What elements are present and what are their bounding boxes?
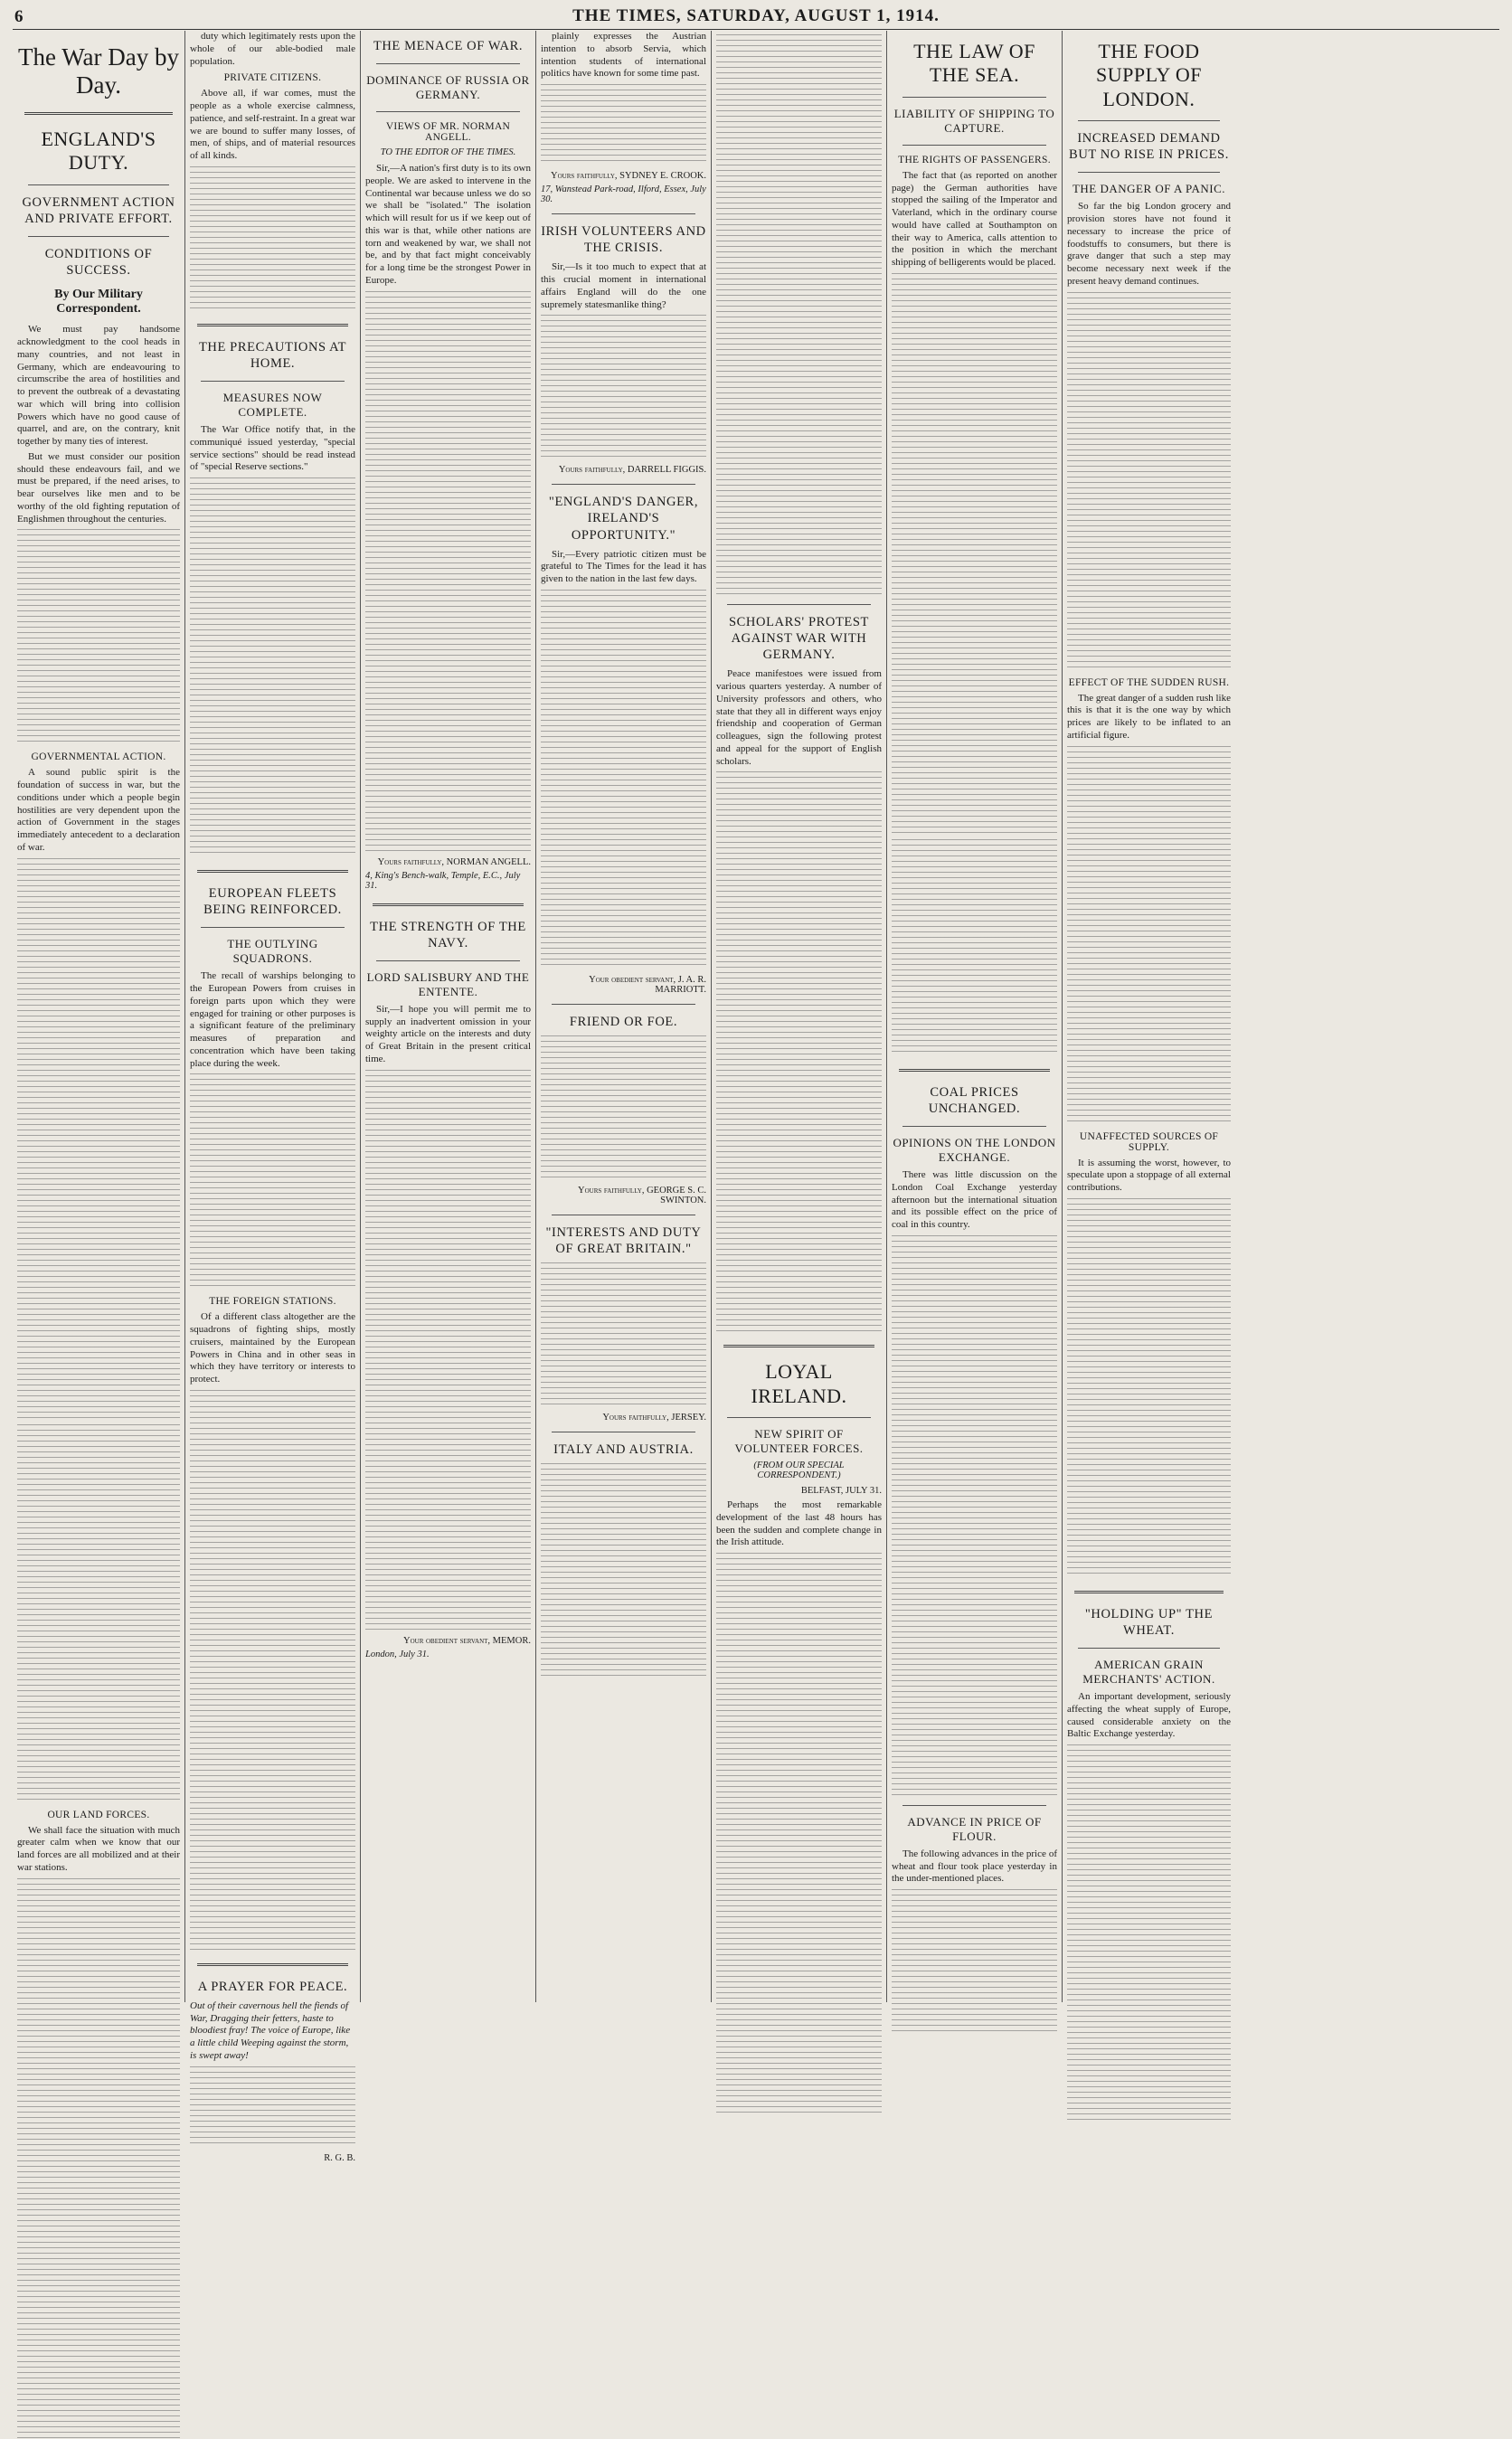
paragraph: Sir,—A nation's first duty is to its own people. We are asked to intervene in the Continental war because unless we do so we shall be "isolated." The isolation which will result for us if we keep out of this war is that, while other nations are torn and weakened by war, we shall not be, and by that fact might conceivably for a long time be the strongest Power in Europe. [365, 163, 531, 286]
divider [24, 112, 173, 115]
column-5 [711, 31, 886, 2002]
subhead-sudden-rush: EFFECT OF THE SUDDEN RUSH. [1068, 676, 1230, 688]
divider [902, 97, 1046, 98]
paragraph: Above all, if war comes, must the people as a whole exercise calmness, patience, and self-restraint. In a great war we are bound to suffer many losses, of men, of ships, and of material resources of all kinds. [190, 88, 355, 161]
columns [0, 31, 1512, 2163]
poem-text-block [190, 2066, 355, 2148]
page-number: 6 [14, 7, 24, 26]
masthead-title: THE TIMES, SATURDAY, AUGUST 1, 1914. [572, 6, 940, 25]
paragraph: We must pay handsome acknowledgment to the cool heads in many countries, and not least in Germany, which are endeavouring to circumscribe the area of hostilities and to prevent the outbreak of a devastating war which will bring into collision Powers which have no good cause of quarrel, and are, on the contrary, knit together by many ties of interest. [17, 324, 180, 448]
subhead-unaffected-sources: UNAFFECTED SOURCES OF SUPPLY. [1079, 1130, 1219, 1153]
subhead-private-citizens: PRIVATE CITIZENS. [223, 72, 322, 84]
headline-loyal-ireland: LOYAL IRELAND. [751, 1360, 847, 1407]
subhead-measures-complete: MEASURES NOW COMPLETE. [222, 391, 323, 419]
divider [902, 145, 1046, 146]
paragraph: Perhaps the most remarkable development of the last 48 hours has been the sudden and complete change in the Irish attitude. [716, 1499, 882, 1548]
subhead-land-forces: OUR LAND FORCES. [47, 1809, 150, 1820]
body-text-block [892, 273, 1057, 834]
body-text-block [190, 166, 355, 311]
body-text-block [1067, 1744, 1231, 2124]
address: 17, Wanstead Park-road, Ilford, Essex, July 30. [541, 184, 706, 204]
price-list-block [892, 1889, 1057, 2034]
signature: Yours faithfully, DARRELL FIGGIS. [558, 465, 706, 476]
divider [552, 484, 695, 485]
body-text-block [716, 34, 882, 595]
body-text-block [17, 1878, 180, 2439]
body-text-block [716, 1553, 882, 2113]
subhead-foreign-stations: THE FOREIGN STATIONS. [209, 1296, 336, 1308]
headline-friend-or-foe: FRIEND OR FOE. [569, 1014, 678, 1029]
signature: Your obedient servant, J. A. R. MARRIOTT. [589, 974, 706, 995]
divider [376, 63, 520, 64]
headline-precautions: THE PRECAUTIONS AT HOME. [198, 339, 347, 371]
headline-strength-of-navy: THE STRENGTH OF THE NAVY. [370, 919, 526, 950]
body-text-block [17, 1424, 180, 1804]
subhead-governmental-action: GOVERNMENTAL ACTION. [31, 752, 166, 763]
subhead-norman-angell: VIEWS OF MR. NORMAN ANGELL. [385, 121, 511, 144]
divider [197, 870, 348, 873]
divider [373, 903, 524, 906]
headline-interests-and-duty: "INTERESTS AND DUTY OF GREAT BRITAIN." [545, 1225, 702, 1257]
divider [1078, 120, 1220, 121]
subhead-salisbury: LORD SALISBURY AND THE ENTENTE. [366, 969, 530, 998]
correspondent-note: (FROM OUR SPECIAL CORRESPONDENT.) [753, 1461, 845, 1481]
divider [376, 960, 520, 961]
body-text-block [17, 858, 180, 1419]
column-2 [184, 31, 360, 2163]
subhead-rights-passengers: THE RIGHTS OF PASSENGERS. [898, 154, 1051, 165]
divider [28, 184, 169, 185]
paragraph: Sir,—Every patriotic citizen must be grateful to The Times for the lead it has given to the nation in the last few days. [541, 548, 706, 585]
body-text-block [541, 1463, 706, 1680]
masthead [13, 5, 1499, 30]
divider [1078, 1648, 1220, 1649]
poem-text: Out of their cavernous hell the fiends of War, Dragging their fetters, haste to bloodiest fray! The voice of Europe, like a little child Weeping against the storm, is swept away! [190, 1999, 351, 2061]
divider [723, 1345, 874, 1347]
divider [902, 1805, 1046, 1806]
body-text-block [541, 590, 706, 969]
paragraph: An important development, seriously affecting the wheat supply of Europe, caused considerable anxiety on the Baltic Exchange yesterday. [1067, 1691, 1231, 1740]
subhead-government-action: GOVERNMENT ACTION AND PRIVATE EFFORT. [22, 194, 175, 226]
headline-coal-prices: COAL PRICES UNCHANGED. [928, 1084, 1021, 1116]
divider [1074, 1591, 1224, 1593]
signature: Yours faithfully, GEORGE S. C. SWINTON. [578, 1186, 706, 1205]
paragraph: duty which legitimately rests upon the whole of our able-bodied male population. [190, 31, 355, 67]
column-4 [535, 31, 711, 2002]
divider [552, 213, 695, 214]
headline-menace-of-war: THE MENACE OF WAR. [373, 39, 524, 53]
editor-line: TO THE EDITOR OF THE TIMES. [380, 147, 516, 158]
section-title: The War Day by Day. [17, 43, 180, 99]
body-text-block [190, 1073, 355, 1290]
subhead-london-exchange: OPINIONS ON THE LONDON EXCHANGE. [893, 1136, 1056, 1165]
body-text-block [1067, 1198, 1231, 1578]
body-text-block [365, 1070, 531, 1631]
divider [197, 1963, 348, 1966]
divider [899, 1069, 1050, 1072]
paragraph: But we must consider our position should these endeavours fail, and we must be prepared, if the need arises, to bear ourselves like men and to be worthy of the old fighting reputation of Englishmen throughout the centuries. [17, 450, 180, 525]
body-text-block [541, 84, 706, 165]
paragraph: Sir,—Is it too much to expect that at this crucial moment in international affairs England will do the one supremely statesmanlike thing? [541, 261, 706, 310]
paragraph: Peace manifestoes were issued from various quarters yesterday. A number of University professors and others, who state that they all in different ways enjoy friendship and cooperation of German colleagues, sign the following protest and appeal for the support of English scholars. [716, 668, 882, 767]
byline: By Our Military Correspondent. [54, 288, 143, 317]
body-text-block [541, 1262, 706, 1407]
divider [727, 1417, 871, 1418]
body-text-block [190, 477, 355, 857]
dateline: BELFAST, JULY 31. [800, 1486, 882, 1497]
body-text-block [365, 291, 531, 852]
divider [552, 1004, 695, 1005]
subhead-outlying-squadrons: THE OUTLYING SQUADRONS. [227, 937, 318, 966]
headline-prayer-for-peace: A PRAYER FOR PEACE. [197, 1979, 348, 1994]
column-3 [360, 31, 535, 2002]
poem [190, 2000, 355, 2163]
column-1 [13, 31, 184, 2002]
body-text-block [541, 315, 706, 459]
paragraph: It is assuming the worst, however, to speculate upon a stoppage of all external contributions. [1067, 1157, 1231, 1194]
headline-scholars-protest: SCHOLARS' PROTEST AGAINST WAR WITH GERMANY. [728, 615, 870, 663]
column-6 [886, 31, 1062, 2002]
headline-european-fleets: EUROPEAN FLEETS BEING REINFORCED. [203, 886, 342, 918]
signature: Yours faithfully, JERSEY. [602, 1413, 706, 1423]
signature: Yours faithfully, NORMAN ANGELL. [377, 856, 531, 867]
divider [727, 604, 871, 605]
paragraph: The War Office notify that, in the communiqué issued yesterday, "special service sections" should be read instead of "special Reserve sections." [190, 424, 355, 473]
divider [201, 381, 345, 382]
body-text-block [716, 771, 882, 1332]
paragraph: We shall face the situation with much greater calm when we know that our land forces are all mobilized and at their war stations. [17, 1824, 180, 1873]
paragraph: A sound public spirit is the foundation of success in war, but the conditions under which a people begin hostilities are very dependent upon the action of Government in the stages immediately antecedent to a declaration of war. [17, 767, 180, 853]
paragraph: So far the big London grocery and provision stores have not found it necessary to increase the price of foodstuffs to consumers, but there is grave danger that such a step may become necessary next week if the present heavy demand continues. [1067, 201, 1231, 287]
body-text-block [17, 529, 180, 746]
paragraph: The following advances in the price of wheat and flour took place yesterday in the under-mentioned places. [892, 1848, 1057, 1885]
signature: Your obedient servant, MEMOR. [403, 1635, 531, 1646]
divider [201, 927, 345, 928]
paragraph: There was little discussion on the London Coal Exchange yesterday afternoon but the international situation and its possible effect on the price of coal in this country. [892, 1169, 1057, 1231]
body-text-block [190, 1390, 355, 1951]
paragraph: plainly expresses the Austrian intention to absorb Servia, which intention students of international politics have known for some time past. [541, 31, 706, 80]
subhead-dominance: DOMINANCE OF RUSSIA OR GERMANY. [366, 73, 530, 102]
paragraph: Sir,—I hope you will permit me to supply an inadvertent omission in your weighty article on the interests and duty of Great Britain in the present critical time. [365, 1003, 531, 1064]
headline-food-supply: THE FOOD SUPPLY OF LONDON. [1095, 40, 1203, 110]
subhead-danger-of-panic: THE DANGER OF A PANIC. [1072, 182, 1226, 196]
paragraph: Of a different class altogether are the squadrons of fighting ships, mostly cruisers, maintained by the European Powers in China and in other seas in which they have territory or interests to protect. [190, 1311, 355, 1385]
headline-law-of-sea: THE LAW OF THE SEA. [913, 40, 1035, 87]
divider [902, 1126, 1046, 1127]
subhead-price-of-flour: ADVANCE IN PRICE OF FLOUR. [907, 1814, 1042, 1843]
subhead-increased-demand: INCREASED DEMAND BUT NO RISE IN PRICES. [1069, 131, 1229, 163]
paragraph: The great danger of a sudden rush like this is that it is the one way by which prices are likely to be inflated to an artificial figure. [1067, 692, 1231, 741]
subhead-american-grain: AMERICAN GRAIN MERCHANTS' ACTION. [1082, 1658, 1215, 1687]
body-text-block [1067, 746, 1231, 1126]
divider [197, 324, 348, 326]
subhead-liability-shipping: LIABILITY OF SHIPPING TO CAPTURE. [893, 106, 1055, 135]
headline-englands-danger: "ENGLAND'S DANGER, IRELAND'S OPPORTUNITY." [548, 495, 699, 543]
signature: Yours faithfully, SYDNEY E. CROOK. [551, 171, 706, 181]
body-text-block [541, 1035, 706, 1180]
body-text-block [892, 839, 1057, 1056]
headline-holding-up-wheat: "HOLDING UP" THE WHEAT. [1084, 1606, 1214, 1639]
headline-irish-volunteers: IRISH VOLUNTEERS AND THE CRISIS. [541, 224, 706, 256]
signature: R. G. B. [324, 2152, 355, 2163]
headline-italy-austria: ITALY AND AUSTRIA. [553, 1442, 694, 1458]
divider [1078, 172, 1220, 173]
subhead-volunteer-forces: NEW SPIRIT OF VOLUNTEER FORCES. [734, 1427, 864, 1456]
divider [28, 236, 169, 237]
body-text-block [1067, 292, 1231, 672]
address: 4, King's Bench-walk, Temple, E.C., July 31. [365, 870, 521, 891]
headline-englands-duty: ENGLAND'S DUTY. [41, 128, 156, 175]
column-7 [1062, 31, 1235, 2002]
paragraph: The fact that (as reported on another page) the German authorities have stopped the sailing of the Imperator and Vaterland, which in the ordinary course would have called at Southampton on their way to America, calls attention to the position in which the merchant shipping of belligerents would be placed. [892, 169, 1057, 269]
address: London, July 31. [365, 1649, 430, 1659]
body-text-block [892, 1235, 1057, 1796]
subhead-conditions: CONDITIONS OF SUCCESS. [44, 247, 153, 279]
paragraph: The recall of warships belonging to the European Powers from cruises in foreign parts upon which they were engaged for training or other purposes is a significant feature of the preliminary measures of preparation and concentration which have been taking place during the week. [190, 970, 355, 1069]
divider [376, 111, 520, 112]
